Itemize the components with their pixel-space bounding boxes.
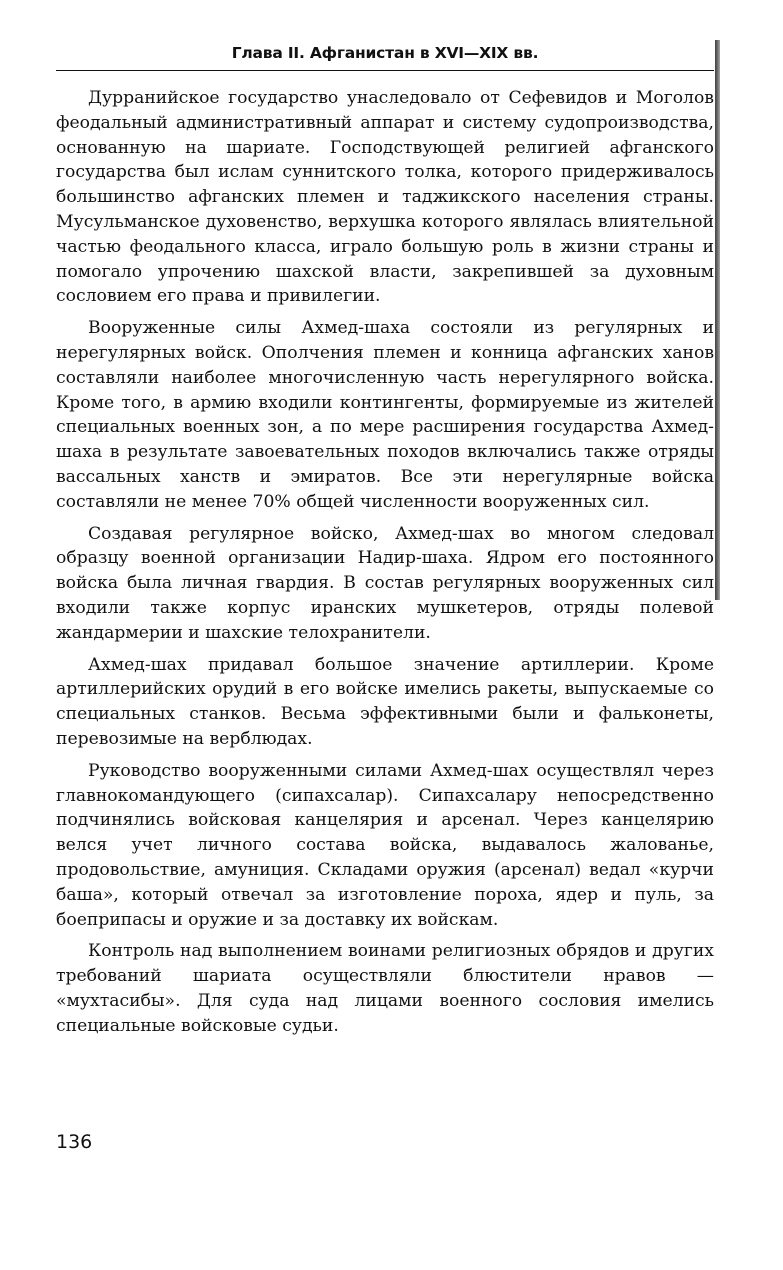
book-spine-shadow: [715, 40, 720, 600]
paragraph-4: Ахмед-шах придавал большое значение артиллерии. Кроме артиллерийских орудий в его войске имелись ракеты, выпускаемые со специальных станков. Весьма эффективными были и фальконеты, перевозимые на верблюдах.: [56, 654, 714, 749]
paragraph-1: Дурранийское государство унаследовало от Сефевидов и Моголов феодальный административный аппарат и систему судопроизводства, основанную на шариате. Господствующей религией афганского государства был ислам суннитского толка, которого придерживалось большинство афганских племен и таджикского населения страны. Мусульманское духовенство, верхушка которого являлась влиятельной частью феодального класса, играло большую роль в жизни страны и помогало упрочению шахской власти, закрепившей за духовным сословием его права и привилегии.: [56, 88, 714, 307]
page-number: 136: [56, 1131, 93, 1153]
paragraph-2: Вооруженные силы Ахмед-шаха состояли из регулярных и нерегулярных войск. Ополчения племен и конница афганских ханов составляли наиболее многочисленную часть нерегулярного войска. Кроме того, в армию входили контингенты, формируемые из жителей специальных военных зон, а по мере расширения государства Ахмед-шаха в результате завоевательных походов включались также отряды вассальных ханств и эмиратов. Все эти нерегулярные войска составляли не менее 70% общей численности вооруженных сил.: [56, 318, 714, 512]
header-rule: [56, 70, 714, 71]
paragraph-5: Руководство вооруженными силами Ахмед-шах осуществлял через главнокомандующего (сипахсалар). Сипахсалару непосредственно подчинялись войсковая канцелярия и арсенал. Через канцелярию велся учет личного состава войска, выдавалось жалованье, продовольствие, амуниция. Складами оружия (арсенал) ведал «курчи баша», который отвечал за изготовление пороха, ядер и пуль, за боеприпасы и оружие и за доставку их войскам.: [56, 760, 714, 930]
running-header: Глава II. Афганистан в XVI—XIX вв.: [231, 44, 539, 62]
body-text: [56, 86, 714, 1038]
paragraph-3: Создавая регулярное войско, Ахмед-шах во многом следовал образцу военной организации Надир-шаха. Ядром его постоянного войска была личная гвардия. В состав регулярных вооруженных сил входили также корпус иранских мушкетеров, отряды полевой жандармерии и шахские телохранители.: [56, 523, 714, 643]
paragraph-6: Контроль над выполнением воинами религиозных обрядов и других требований шариата осуществляли блюстители нравов — «мухтасибы». Для суда над лицами военного сословия имелись специальные войсковые судьи.: [56, 941, 714, 1036]
